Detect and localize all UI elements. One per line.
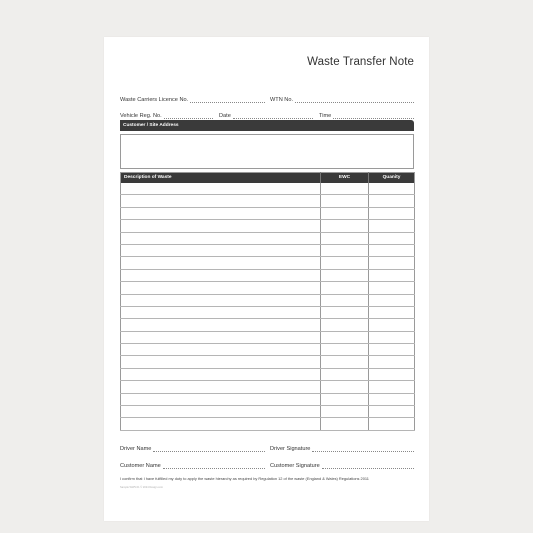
ewc-cell[interactable] <box>321 257 369 269</box>
ewc-cell[interactable] <box>321 220 369 232</box>
table-row <box>121 257 415 269</box>
customer-name-line <box>163 462 265 469</box>
document-title: Waste Transfer Note <box>307 56 414 68</box>
ewc-cell[interactable] <box>321 232 369 244</box>
quantity-cell[interactable] <box>369 344 415 356</box>
table-row <box>121 282 415 294</box>
table-row <box>121 331 415 343</box>
table-row <box>121 220 415 232</box>
ewc-cell[interactable] <box>321 244 369 256</box>
column-header-ewc: EWC <box>321 173 369 183</box>
driver-signature-label: Driver Signature <box>270 446 311 452</box>
customer-signature-field[interactable] <box>270 459 414 469</box>
vehicle-label: Vehicle Reg. No. <box>120 113 162 119</box>
description-cell[interactable] <box>121 183 321 195</box>
table-row <box>121 406 415 418</box>
licence-line <box>190 96 265 103</box>
date-line <box>233 112 313 119</box>
ewc-cell[interactable] <box>321 418 369 431</box>
description-cell[interactable] <box>121 306 321 318</box>
driver-name-label: Driver Name <box>120 446 152 452</box>
quantity-cell[interactable] <box>369 183 415 195</box>
description-cell[interactable] <box>121 282 321 294</box>
description-cell[interactable] <box>121 220 321 232</box>
customer-row <box>120 459 413 469</box>
description-cell[interactable] <box>121 257 321 269</box>
quantity-cell[interactable] <box>369 282 415 294</box>
description-cell[interactable] <box>121 393 321 405</box>
ewc-cell[interactable] <box>321 269 369 281</box>
description-cell[interactable] <box>121 207 321 219</box>
ewc-cell[interactable] <box>321 319 369 331</box>
description-cell[interactable] <box>121 195 321 207</box>
quantity-cell[interactable] <box>369 294 415 306</box>
ewc-cell[interactable] <box>321 306 369 318</box>
driver-row <box>120 442 413 452</box>
confirmation-statement: I confirm that I have fulfilled my duty to apply the waste hierarchy as required by Regulation 12 of the waste (England & Wales) Regulations 2011 <box>120 476 369 481</box>
description-cell[interactable] <box>121 344 321 356</box>
ewc-cell[interactable] <box>321 368 369 380</box>
ewc-cell[interactable] <box>321 294 369 306</box>
quantity-cell[interactable] <box>369 269 415 281</box>
licence-row <box>120 93 413 103</box>
quantity-cell[interactable] <box>369 406 415 418</box>
quantity-cell[interactable] <box>369 207 415 219</box>
table-row <box>121 306 415 318</box>
address-header: Customer / Site Address <box>120 120 414 131</box>
quantity-cell[interactable] <box>369 368 415 380</box>
quantity-cell[interactable] <box>369 220 415 232</box>
quantity-cell[interactable] <box>369 195 415 207</box>
driver-name-line <box>153 445 265 452</box>
description-cell[interactable] <box>121 368 321 380</box>
waste-table <box>120 172 415 431</box>
description-cell[interactable] <box>121 418 321 431</box>
table-row <box>121 356 415 368</box>
waste-table-body <box>121 183 415 431</box>
time-field[interactable] <box>319 109 414 119</box>
quantity-cell[interactable] <box>369 319 415 331</box>
quantity-cell[interactable] <box>369 306 415 318</box>
quantity-cell[interactable] <box>369 356 415 368</box>
quantity-cell[interactable] <box>369 381 415 393</box>
date-field[interactable] <box>219 109 313 119</box>
description-cell[interactable] <box>121 232 321 244</box>
vehicle-line <box>164 112 213 119</box>
ewc-cell[interactable] <box>321 406 369 418</box>
footer-note: Sample WWV.01 © 2024 Design.com <box>120 486 164 489</box>
table-row <box>121 244 415 256</box>
table-row <box>121 183 415 195</box>
table-row <box>121 195 415 207</box>
customer-name-label: Customer Name <box>120 463 161 469</box>
address-box[interactable] <box>120 134 414 169</box>
ewc-cell[interactable] <box>321 183 369 195</box>
description-cell[interactable] <box>121 356 321 368</box>
document-page <box>104 37 429 521</box>
wtn-line <box>295 96 414 103</box>
table-row <box>121 381 415 393</box>
table-row <box>121 207 415 219</box>
table-row <box>121 232 415 244</box>
ewc-cell[interactable] <box>321 381 369 393</box>
table-row <box>121 269 415 281</box>
customer-signature-line <box>322 462 414 469</box>
date-label: Date <box>219 113 231 119</box>
licence-field[interactable] <box>120 93 265 103</box>
column-header-quantity: Quanity <box>369 173 415 183</box>
licence-label: Waste Carriers Licence No. <box>120 97 189 103</box>
driver-signature-field[interactable] <box>270 442 414 452</box>
quantity-cell[interactable] <box>369 257 415 269</box>
column-header-description: Description of Waste <box>121 173 321 183</box>
description-cell[interactable] <box>121 294 321 306</box>
description-cell[interactable] <box>121 406 321 418</box>
customer-signature-label: Customer Signature <box>270 463 320 469</box>
quantity-cell[interactable] <box>369 232 415 244</box>
table-row <box>121 368 415 380</box>
time-label: Time <box>319 113 332 119</box>
ewc-cell[interactable] <box>321 393 369 405</box>
time-line <box>333 112 414 119</box>
wtn-field[interactable] <box>270 93 414 103</box>
quantity-cell[interactable] <box>369 331 415 343</box>
description-cell[interactable] <box>121 244 321 256</box>
quantity-cell[interactable] <box>369 418 415 431</box>
table-row <box>121 418 415 431</box>
description-cell[interactable] <box>121 331 321 343</box>
vehicle-field[interactable] <box>120 109 213 119</box>
vehicle-row <box>120 109 413 119</box>
ewc-cell[interactable] <box>321 195 369 207</box>
wtn-label: WTN No. <box>270 97 293 103</box>
table-row <box>121 294 415 306</box>
ewc-cell[interactable] <box>321 207 369 219</box>
quantity-cell[interactable] <box>369 393 415 405</box>
ewc-cell[interactable] <box>321 331 369 343</box>
description-cell[interactable] <box>121 269 321 281</box>
table-row <box>121 344 415 356</box>
description-cell[interactable] <box>121 319 321 331</box>
ewc-cell[interactable] <box>321 282 369 294</box>
ewc-cell[interactable] <box>321 344 369 356</box>
table-row <box>121 393 415 405</box>
driver-name-field[interactable] <box>120 442 265 452</box>
table-header-row <box>121 173 415 183</box>
table-row <box>121 319 415 331</box>
ewc-cell[interactable] <box>321 356 369 368</box>
driver-signature-line <box>312 445 414 452</box>
customer-name-field[interactable] <box>120 459 265 469</box>
description-cell[interactable] <box>121 381 321 393</box>
quantity-cell[interactable] <box>369 244 415 256</box>
